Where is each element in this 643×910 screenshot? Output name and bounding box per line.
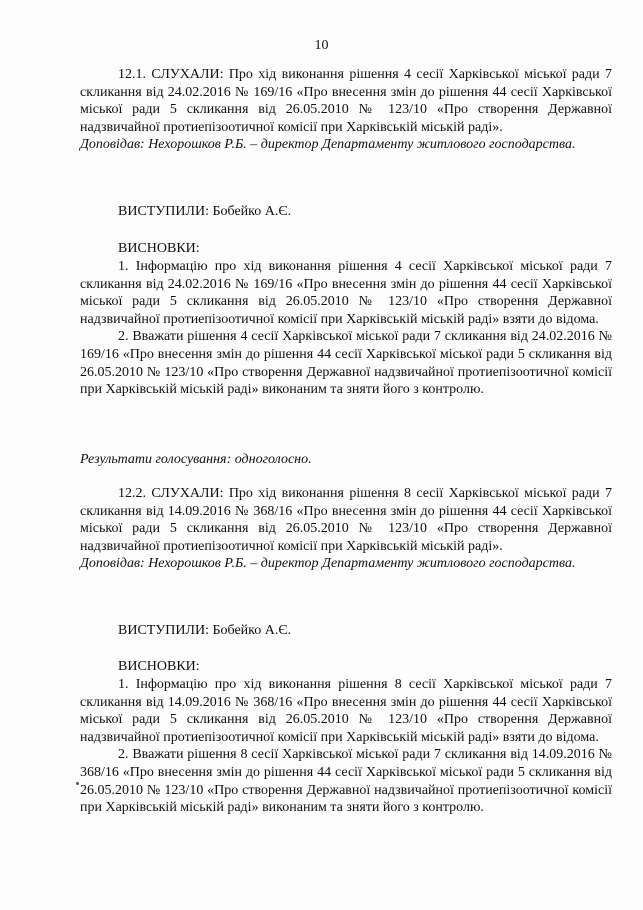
conclusion-1-paragraph: 1. Інформацію про хід виконання рішення 4 сесії Харківської міської ради 7 скликання від 24.02.2016 № 169/16 «Про внесення змін до рішення 44 сесії Харківської міської ради 5 скликання від 26.05.2010 № 123/10 «Про створення Державної надзвичайної протиепізоотичної комісії при Харківській міській раді» взяти до відома. [80,259,612,327]
conclusion-2-paragraph: 2. Вважати рішення 4 сесії Харківської міської ради 7 скликання від 24.02.2016 № 169/16 «Про внесення змін до рішення 44 сесії Харківської міської ради 5 скликання від 26.05.2010 № 123/10 «Про створення Державної надзвичайної протиепізоотичної комісії при Харківській міській раді» виконаним та зняти його з контролю. [80,329,612,398]
item-heard-paragraph: 12.1. СЛУХАЛИ: Про хід виконання рішення 4 сесії Харківської міської ради 7 скликання від 24.02.2016 № 169/16 «Про внесення змін до рішення 44 сесії Харківської міської ради 5 скликання від 26.05.2010 № 123/10 «Про створення Державної надзвичайної протиепізоотичної комісії при Харківській міській раді». [80,67,612,135]
page-number: 10 [314,38,329,53]
conclusion-1-paragraph: 1. Інформацію про хід виконання рішення 8 сесії Харківської міської ради 7 скликання від 14.09.2016 № 368/16 «Про внесення змін до рішення 44 сесії Харківської міської ради 5 скликання від 26.05.2010 № 123/10 «Про створення Державної надзвичайної протиепізоотичної комісії при Харківській міській раді» взяти до відома. [80,677,612,745]
spoke-line: ВИСТУПИЛИ: Бобейко А.Є. [118,204,292,219]
voting-result: Результати голосування: одноголосно. [80,452,312,467]
reporter-line: Доповідав: Нехорошков Р.Б. – директор Департаменту житлового господарства. [80,137,576,153]
item-12-2-conclusions-block [80,676,612,817]
reporter-line: Доповідав: Нехорошков Р.Б. – директор Департаменту житлового господарства. [80,556,576,572]
conclusions-heading: ВИСНОВКИ: [118,241,200,256]
conclusions-heading: ВИСНОВКИ: [118,659,200,674]
conclusion-2-paragraph: 2. Вважати рішення 8 сесії Харківської міської ради 7 скликання від 14.09.2016 № 368/16 «Про внесення змін до рішення 44 сесії Харківської міської ради 5 скликання від 26.05.2010 № 123/10 «Про створення Державної надзвичайної протиепізоотичної комісії при Харківській міській раді» виконаним та зняти його з контролю. [80,747,612,816]
item-12-1-conclusions-block [80,258,612,399]
item-12-2-heard-block [80,485,612,573]
scan-speck [76,782,79,785]
item-12-1-heard-block [80,66,612,154]
item-heard-paragraph: 12.2. СЛУХАЛИ: Про хід виконання рішення 8 сесії Харківської міської ради 7 скликання від 14.09.2016 № 368/16 «Про внесення змін до рішення 44 сесії Харківської міської ради 5 скликання від 26.05.2010 № 123/10 «Про створення Державної надзвичайної протиепізоотичної комісії при Харківській міській раді». [80,486,612,554]
spoke-line: ВИСТУПИЛИ: Бобейко А.Є. [118,623,292,638]
